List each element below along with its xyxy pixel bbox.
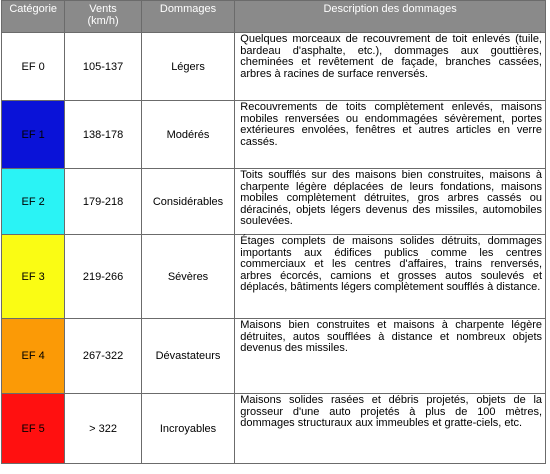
damage-cell: Considérables (141, 169, 235, 235)
header-description: Description des dommages (235, 1, 546, 33)
description-cell: Recouvrements de toits complètement enlevés, maisons mobiles renversées ou endommagées sévèrement, portes extérieures envolées, fenêtres et autres articles en verre cassés. (235, 101, 546, 169)
ef-scale-table (1, 0, 546, 464)
winds-cell: 138-178 (65, 101, 141, 169)
description-cell: Maisons bien construites et maisons à charpente légère détruites, autos soufflées à distance et nombreux objets devenus des missiles. (235, 319, 546, 394)
category-cell: EF 0 (2, 33, 65, 101)
category-cell: EF 3 (2, 235, 65, 319)
winds-cell: 267-322 (65, 319, 141, 394)
damage-cell: Incroyables (141, 394, 235, 464)
table-row (2, 394, 546, 464)
damage-cell: Légers (141, 33, 235, 101)
header-row (2, 1, 546, 33)
winds-cell: 105-137 (65, 33, 141, 101)
header-damages: Dommages (141, 1, 235, 33)
category-cell: EF 1 (2, 101, 65, 169)
table-row (2, 169, 546, 235)
description-cell: Quelques morceaux de recouvrement de toit enlevés (tuile, bardeau d'asphalte, etc.), dommages aux gouttières, cheminées et revêtement de façade, branches cassées, arbres à racines de surface renversés. (235, 33, 546, 101)
description-cell: Maisons solides rasées et débris projetés, objets de la grosseur d'une auto projetés à plus de 100 mètres, dommages structuraux aux immeubles et gratte-ciels, etc. (235, 394, 546, 464)
category-cell: EF 2 (2, 169, 65, 235)
header-winds-unit: (km/h) (87, 15, 119, 27)
table-row (2, 319, 546, 394)
winds-cell: 179-218 (65, 169, 141, 235)
damage-cell: Dévastateurs (141, 319, 235, 394)
table-row (2, 101, 546, 169)
header-winds-label: Vents (89, 3, 117, 15)
damage-cell: Sévères (141, 235, 235, 319)
winds-cell: 219-266 (65, 235, 141, 319)
description-cell: Toits soufflés sur des maisons bien construites, maisons à charpente légère déplacées de leurs fondations, maisons mobiles complètement détruites, gros arbres cassés ou déracinés, objets légers devenus des missiles, automobiles soulevées. (235, 169, 546, 235)
damage-cell: Modérés (141, 101, 235, 169)
header-winds (65, 1, 141, 33)
table-row (2, 33, 546, 101)
winds-cell: > 322 (65, 394, 141, 464)
header-category: Catégorie (2, 1, 65, 33)
table-row (2, 235, 546, 319)
category-cell: EF 5 (2, 394, 65, 464)
description-cell: Étages complets de maisons solides détruits, dommages importants aux édifices publics comme les centres commerciaux et les centres d'affaires, trains renversés, arbres écorcés, camions et grosses autos soulevés et déplacés, bâtiments légers complètement soufflés à distance. (235, 235, 546, 319)
category-cell: EF 4 (2, 319, 65, 394)
